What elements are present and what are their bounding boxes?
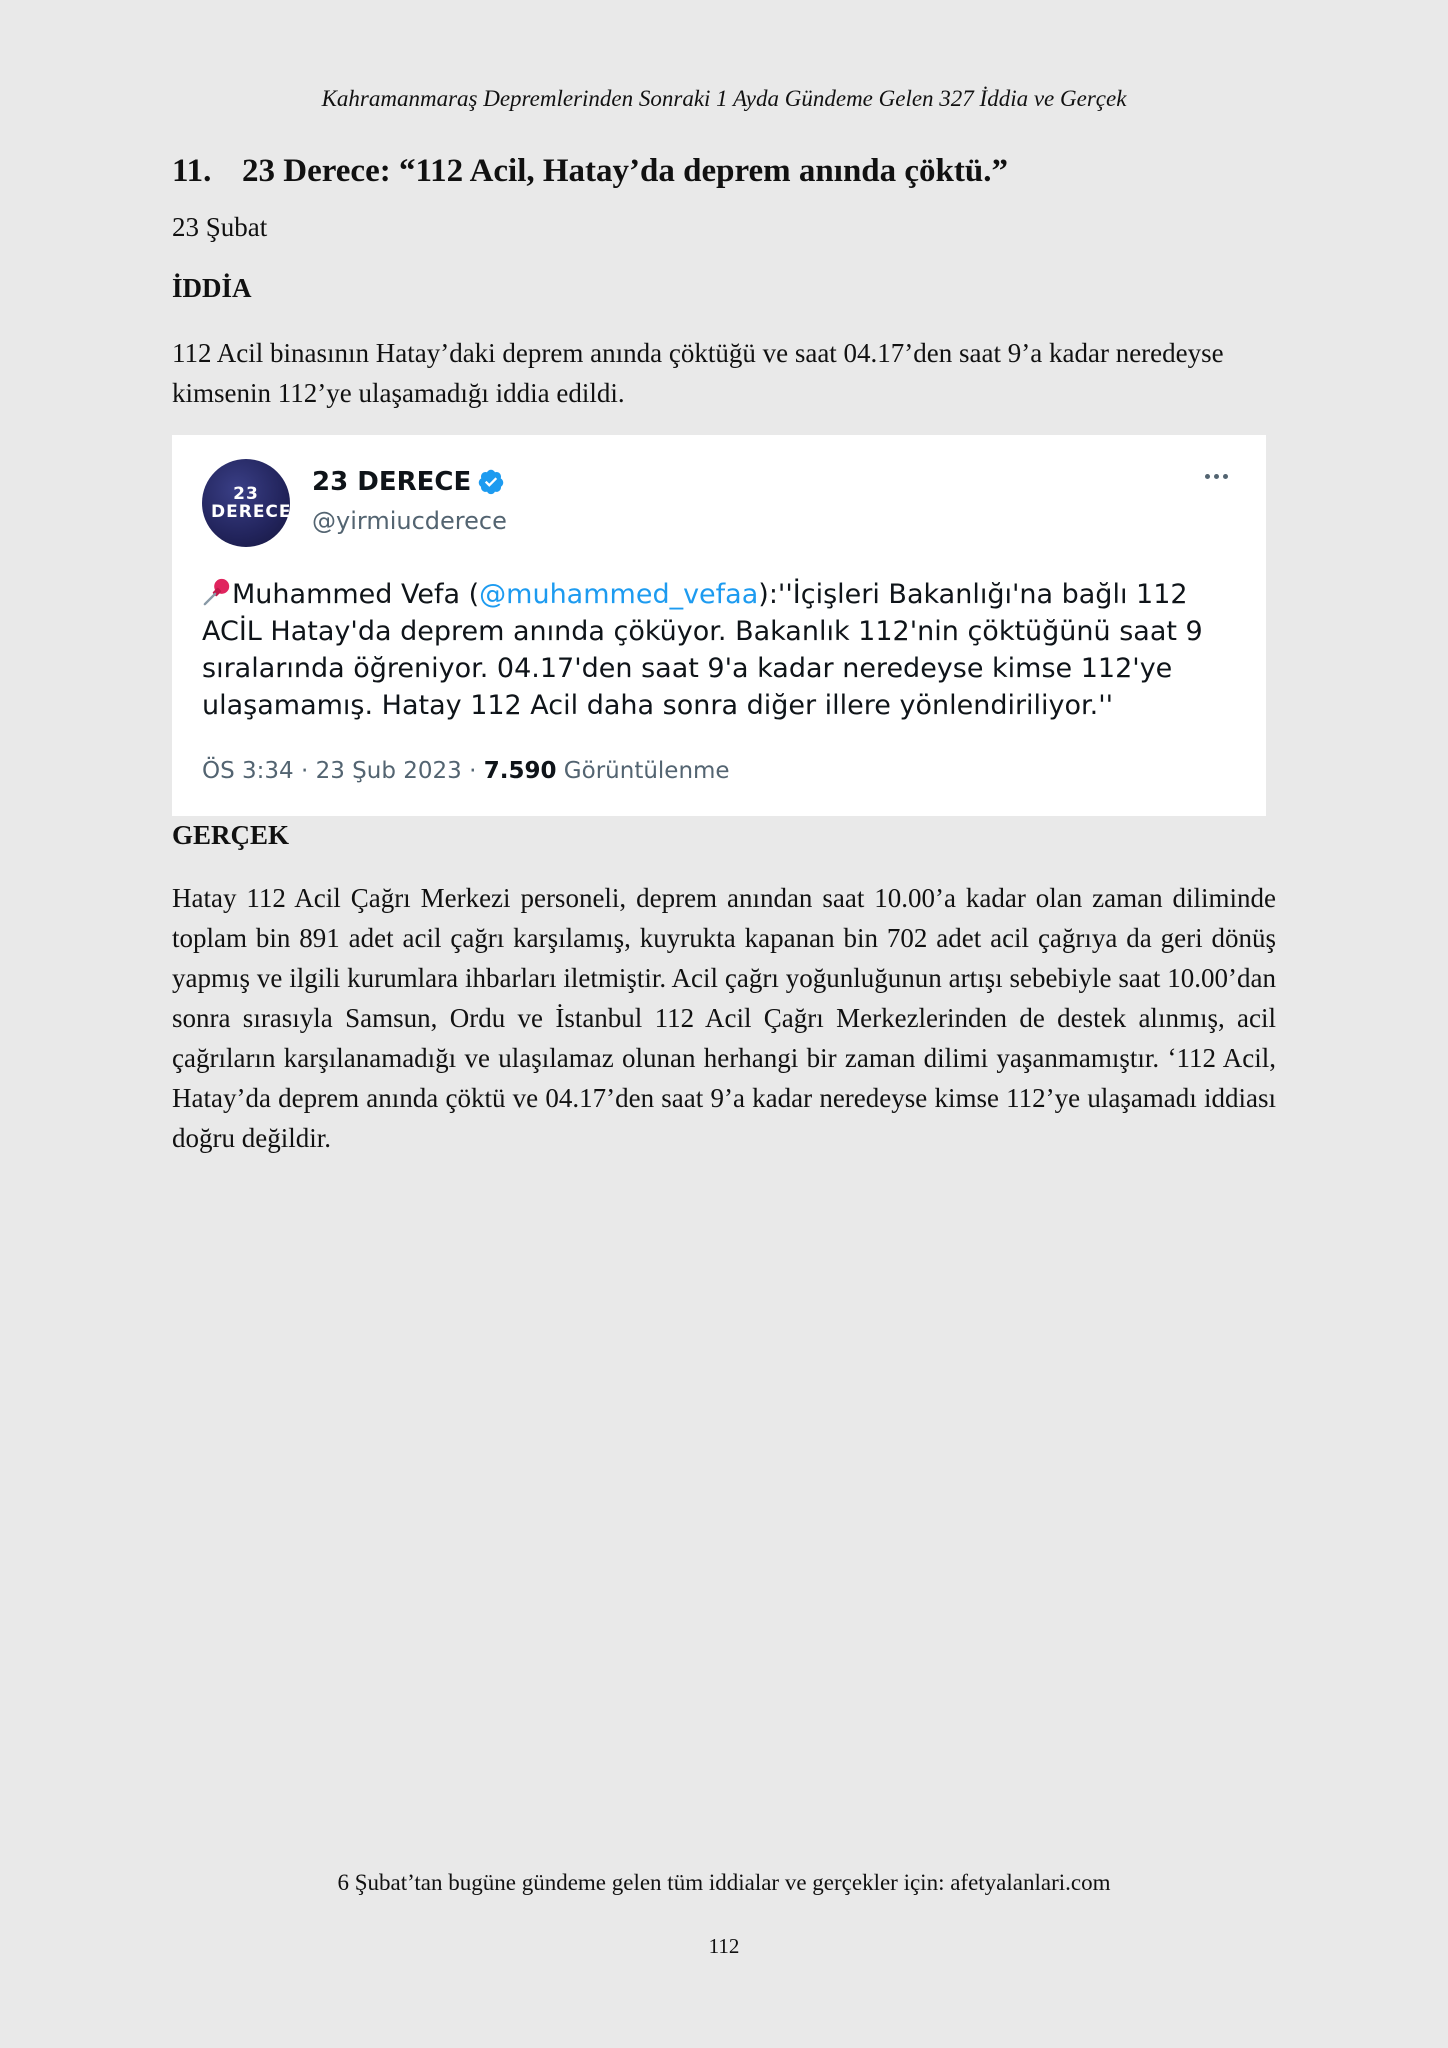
fact-paragraph: Hatay 112 Acil Çağrı Merkezi personeli, deprem anından saat 10.00’a kadar olan zaman diliminde toplam bin 891 adet acil çağrı karşılamış, kuyrukta kapanan bin 702 adet acil çağrıya da geri dönüş yapmış ve ilgili kurumlara ihbarları iletmiştir. Acil çağrı yoğunluğunun artışı sebebiyle saat 10.00’dan sonra sırasıyla Samsun, Ordu ve İstanbul 112 Acil Çağrı Merkezlerinden de destek alınmış, acil çağrıların karşılanamadığı ve ulaşılamaz olunan herhangi bir zaman dilimi yaşanmamıştır. ‘112 Acil, Hatay’da deprem anında çöktü ve 04.17’den saat 9’a kadar neredeyse kimse 112’ye ulaşamadı iddiası doğru değildir.	[172, 883, 1276, 1153]
tweet-views-count: 7.590	[483, 758, 557, 784]
section-title	[172, 153, 1008, 190]
tweet-handle: @yirmiucderece	[312, 507, 507, 535]
running-header: Kahramanmaraş Depremlerinden Sonraki 1 Ayda Gündeme Gelen 327 İddia ve Gerçek	[321, 86, 1127, 111]
claim-paragraph: 112 Acil binasının Hatay’daki deprem anında çöktüğü ve saat 04.17’den saat 9’a kadar neredeyse kimsenin 112’ye ulaşamadığı iddia edildi.	[172, 338, 1224, 408]
tweet-display-name	[312, 467, 505, 497]
section-number: 11.	[172, 153, 212, 189]
avatar-logo-text: 23 DERECE	[211, 484, 292, 522]
section-date: 23 Şubat	[172, 212, 268, 242]
verified-badge-icon	[477, 468, 505, 496]
tweet-display-name-text: 23 DERECE	[312, 467, 472, 497]
footer-note: 6 Şubat’tan bugüne gündeme gelen tüm iddialar ve gerçekler için: afetyalanlari.com	[337, 1870, 1111, 1895]
fact-heading: GERÇEK	[172, 820, 290, 850]
tweet-views-label: Görüntülenme	[556, 758, 730, 784]
tweet-screenshot	[172, 435, 1266, 816]
section-title-text: 23 Derece: “112 Acil, Hatay’da deprem anında çöktü.”	[242, 153, 1008, 189]
tweet-meta	[202, 758, 730, 784]
more-options-icon	[1196, 461, 1236, 491]
tweet-avatar	[202, 459, 290, 547]
tweet-text	[202, 576, 1242, 724]
tweet-timestamp: ÖS 3:34 · 23 Şub 2023 ·	[202, 758, 484, 784]
page-number: 112	[708, 1934, 740, 1958]
tweet-text-before-mention: Muhammed Vefa (	[232, 579, 480, 610]
tweet-mention-link: @muhammed_vefaa	[479, 579, 759, 610]
claim-heading: İDDİA	[172, 273, 252, 303]
pushpin-icon	[202, 577, 232, 607]
tweet-text-after-mention: ):''İçişleri Bakanlığı'na bağlı 112 ACİL Hatay'da deprem anında çöküyor. Bakanlık 112'nin çöktüğünü saat 9 sıralarında öğreniyor. 04.17'den saat 9'a kadar neredeyse kimse 112'ye ulaşamamış. Hatay 112 Acil daha sonra diğer illere yönlendiriliyor.''	[202, 579, 1203, 721]
